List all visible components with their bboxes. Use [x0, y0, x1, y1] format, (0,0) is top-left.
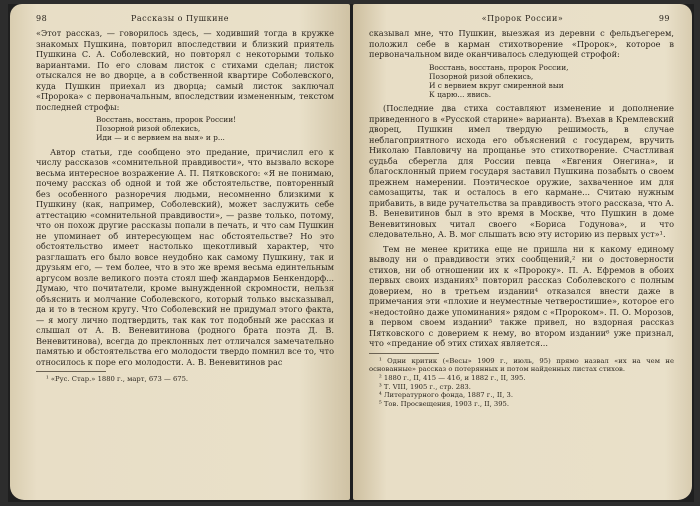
right-paragraph-1: сказывал мне, что Пушкин, выезжая из деревни с фельдъегерем, положил себе в карман стихотворение «Пророк», которое в первоначальном виде оканчивалось следующей строфой: — [369, 28, 674, 59]
left-page-content — [36, 28, 334, 384]
right-running-head: «Пророк России» — [481, 14, 564, 23]
right-verse-line-4: К царю... явись. — [429, 90, 492, 100]
right-verse-line-1: Восстань, восстань, пророк России, — [429, 62, 569, 72]
left-footnote-1: ¹ «Рус. Стар.» 1880 г., март, 673 — 675. — [46, 375, 189, 384]
left-verse-line-2: Позорной ризой облекись, — [96, 124, 201, 134]
right-page-number: 99 — [658, 14, 670, 23]
left-paragraph-2: Автор статьи, где сообщено это предание, причислил его к числу рассказов «сомнительной правдивости», что вызвало вскоре весьма интересное возражение А. П. Пятковского: «Я не понимаю, почему рассказ об одной и той же обстоятельстве, повторенный без особенного разноречия людьми, несомненно близкими к Пушкину (как, например, Соболевский), может заслужить себе аттестацию «сомнительной правдивости», — разве только, потому, что он похож другие рассказы попали в печать, и что сам Пушкин не упоминает об интересующем нас обстоятельстве? Но это обстоятельство имеет настолько щекотливый характер, что разглашать его было вовсе неудобно как самому Пушкину, так и друзьям его, — тем более, что в это же время весьма единтельным аргусом возле великого поэта стоял шеф жандармов Бенкендорф... Думаю, что почитатели, кроме вынужденной скромности, нельзя объяснить и молчание Соболевского, который только высказывал, да и то в тесном кругу. Что Соболевский не придумал этого факта, — я могу лично подтвердить, так как тот подобный же рассказ и слышал от А. В. Веневитинова (родного брата поэта Д. В. Веневитинова), всегда до преклонных лет отличался замечательно памятью и обстоятельства его молодости твердо помнил все то, что относилось к поре его молодости. А. В. Веневитинов рас — [36, 146, 334, 367]
right-verse-line-3: И с вервием вкруг смиренной выи — [429, 80, 564, 90]
left-page — [10, 4, 350, 500]
right-paragraph-2: (Последние два стиха составляют изменение и дополнение приведенного в «Русской старине» варианта). Въехав в Кремлевский дворец, Пушкин имел твердую решимость, в случае неблагоприятного исхода его объяснений с государем, вручить Николаю Павловичу на прощанье это стихотворение. Счастливая судьба сберегла для России певца «Евгения Онегина», и благосклонный прием государя заставил Пушкина позабыть о своем прежнем намерении. Поэтическое оружие, захваченное им для самозащиты, так и осталось в его кармане... Считаю нужным прибавить, в виде ручательства за правдивость этого рассказа, что А. В. Веневитинов был в это время в Москве, что Пушкин в доме Веневитиновых читал своего «Бориса Годунова», и что следовательно, А. В. мог слышать всю эту историю из первых уст»¹. — [369, 103, 674, 240]
left-paragraph-1: «Этот рассказ, — говорилось здесь, — ходивший тогда в кружке знакомых Пушкина, повторил впоследствии и близкий приятель Пушкина С. А. Соболевский, но повторял с некоторыми только вариантами. По его словам листок с стихами сделан; листок отыскался не во дворце, а в собственной квартире Соболевского, куда Пушкин приехал из дворца; самый листок заключал «Пророка» с первоначальным, впоследствии измененным, текстом последней строфы: — [36, 28, 334, 112]
open-book — [8, 4, 694, 502]
right-footnote-5: ⁵ Тов. Просвещения, 1903 г., II, 395. — [379, 399, 510, 408]
right-footnote-1: ¹ Одни критик («Весы» 1909 г., июль, 95) прямо назвал «их на чем не основанные» рассказ о потерянных и потом найденных листах стихов. — [369, 356, 674, 374]
right-page-content — [369, 28, 674, 408]
left-verse-line-1: Восстань, восстань, пророк России! — [96, 115, 237, 124]
right-paragraph-3: Тем не менее критика еще не пришла ни к какому единому выводу ни о правдивости этих сообщений,² ни о достоверности стихов, ни об отношении их к «Пророку». П. А. Ефремов в обоих первых своих изданиях³ повторил рассказ Соболевского с полным доверием, но в третьем издании⁴ отказался внести даже в примечания эти «плохие и неуместные четверостишие», которое его «недостойно даже упоминания» рядом с «Пророком». П. О. Морозов, в первом своем издании⁵ также привел, но вздорная рассказ Пятковского с доверием к нему, во втором издании⁶ уже признал, что «предание об этих стихах является... — [369, 243, 674, 349]
right-footnote-3: ³ Т. VIII, 1905 г., стр. 283. — [379, 382, 471, 391]
right-footnote-rule — [369, 353, 439, 354]
right-page — [353, 4, 692, 500]
left-footnote-rule — [36, 371, 106, 372]
left-verse-line-3: Иди — и с вервием на выя» и р... — [96, 133, 225, 143]
right-footnote-4: ⁴ Литературного фонда, 1887 г., II, 3. — [379, 391, 513, 400]
left-page-number: 98 — [36, 14, 48, 23]
left-running-head: Рассказы о Пушкине — [130, 14, 230, 23]
right-verse-line-2: Позорной ризой облекись, — [429, 71, 534, 81]
right-verse — [429, 63, 674, 100]
right-footnote-2: ² 1880 г., II, 415 — 416, и 1882 г., II, 395. — [379, 374, 526, 382]
left-verse — [96, 115, 334, 143]
